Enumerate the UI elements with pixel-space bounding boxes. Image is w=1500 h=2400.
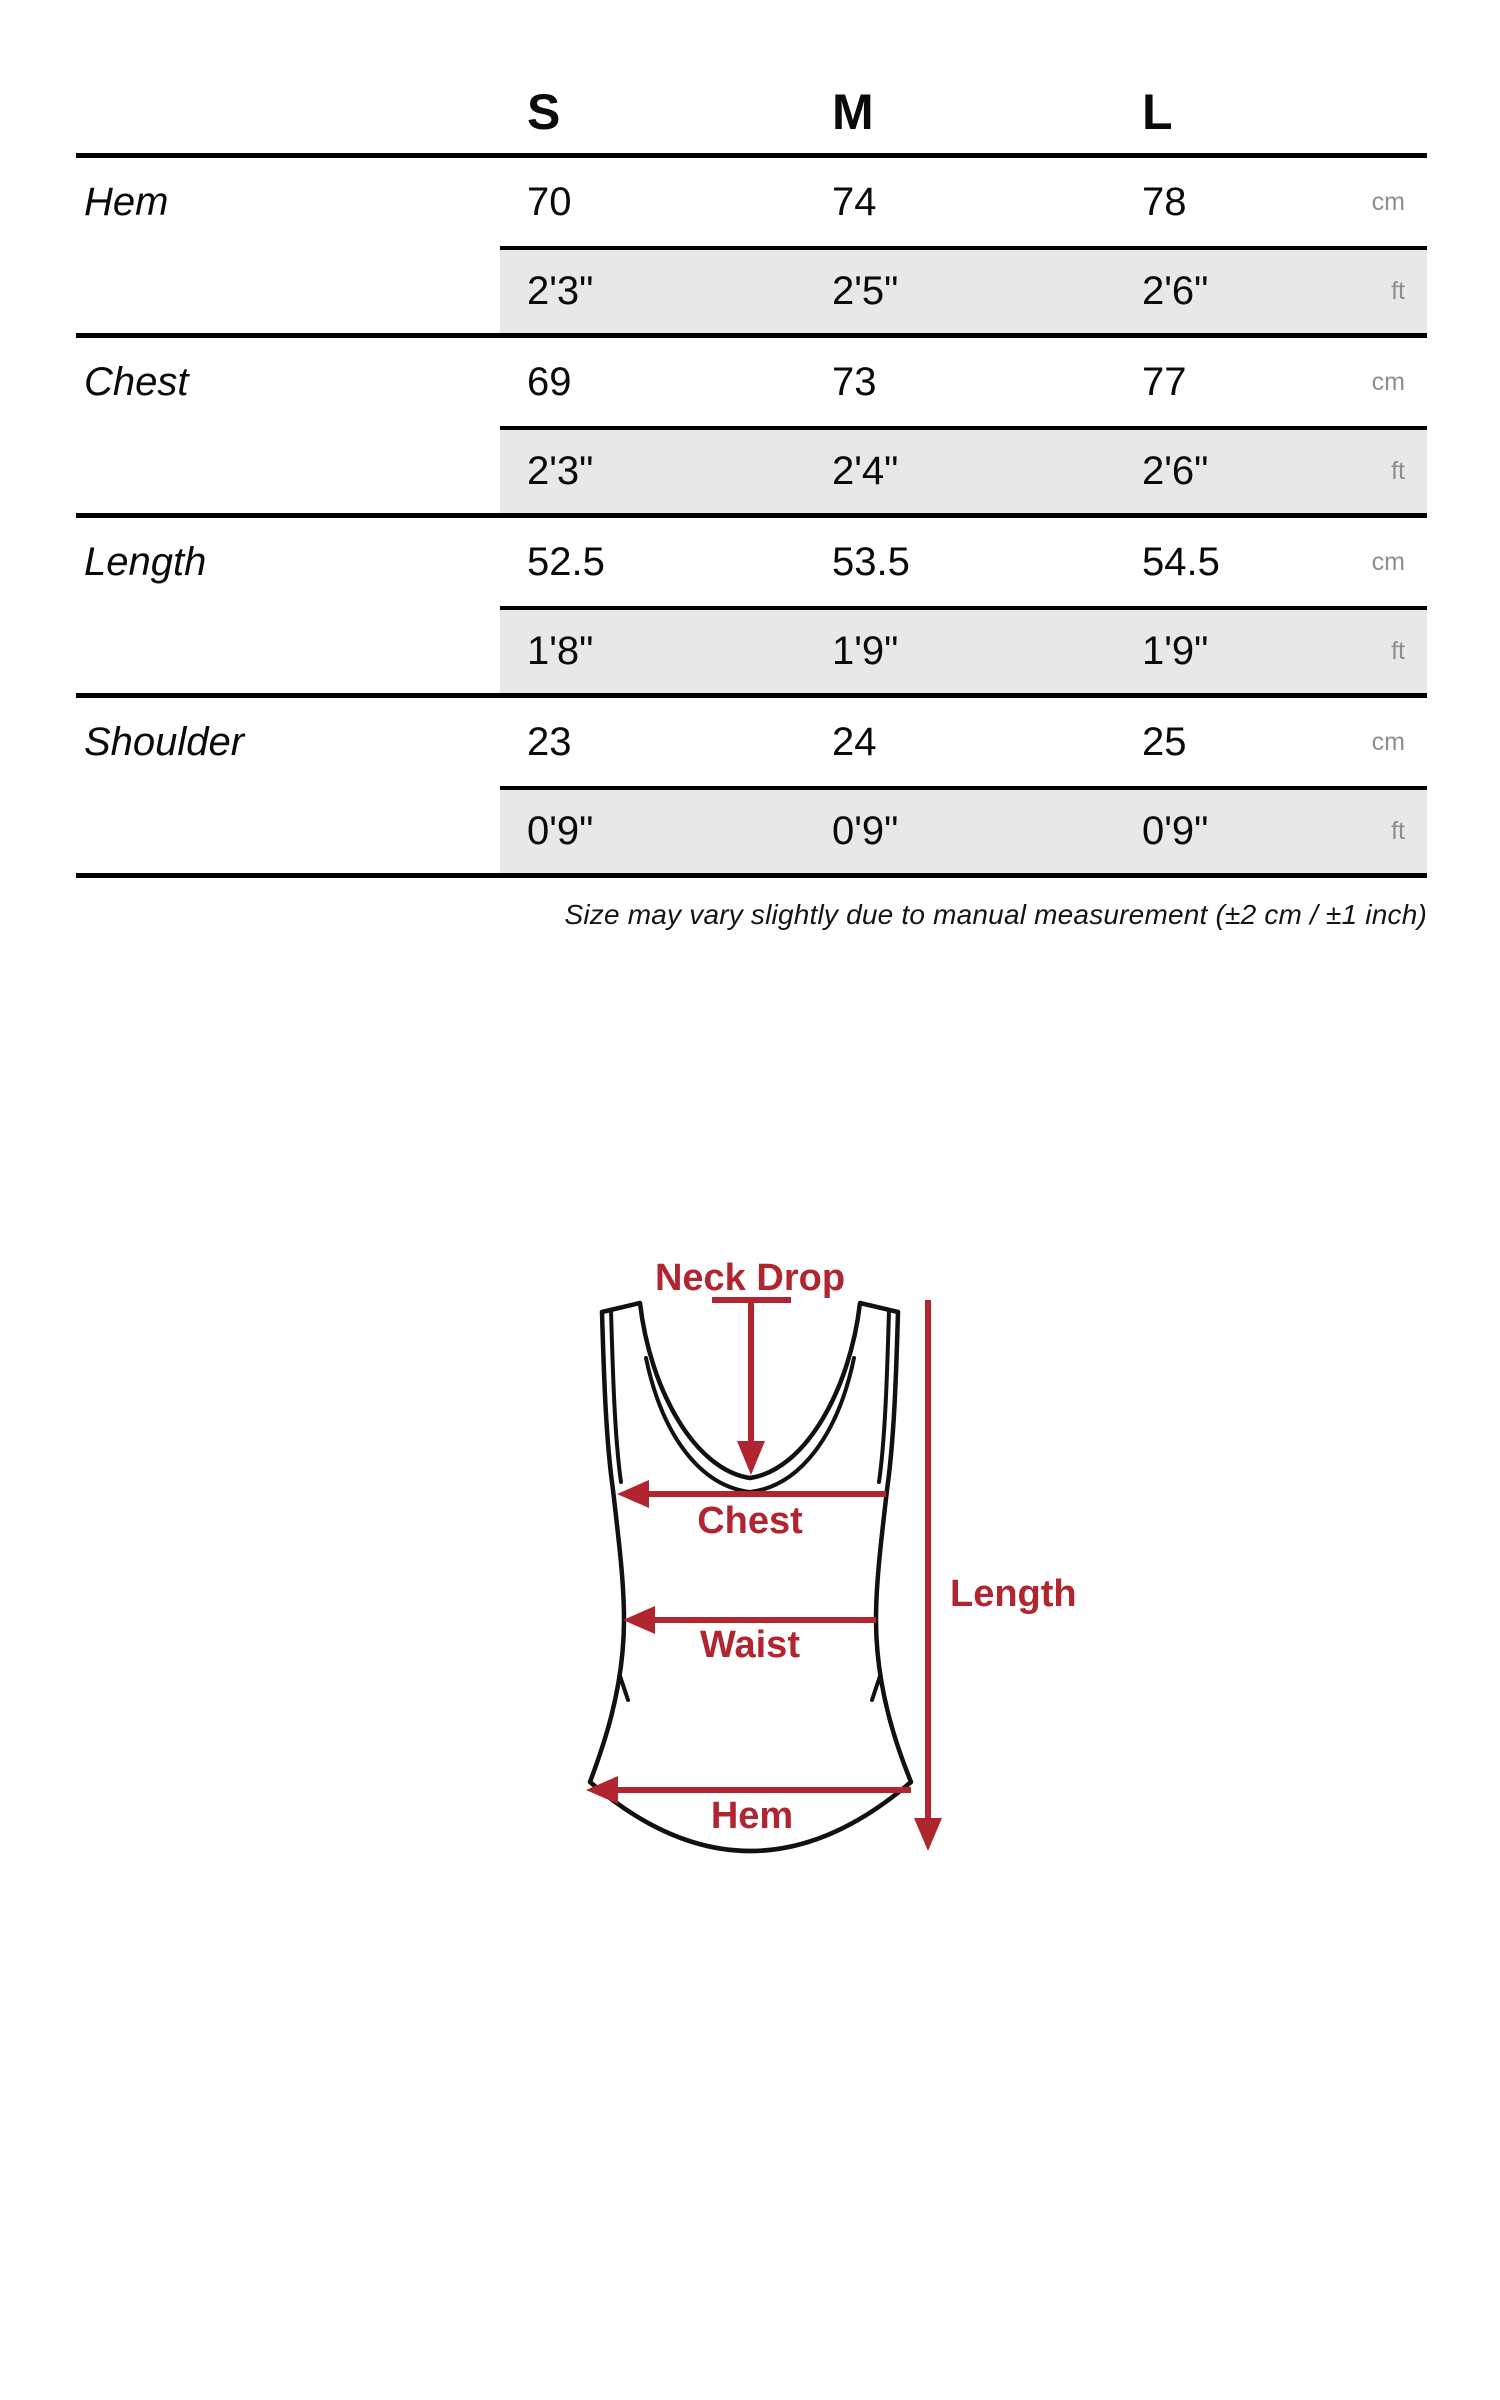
column-header-s: S <box>527 83 561 140</box>
header-unit-spacer <box>1334 70 1427 153</box>
cell-ft-m: 0'9" <box>805 786 1110 873</box>
unit-label-ft: ft <box>1334 426 1427 513</box>
size-table <box>76 70 1427 878</box>
measurement-disclaimer: Size may vary slightly due to manual measurement (±2 cm / ±1 inch) <box>564 899 1427 930</box>
cell-cm-m: 53.5 <box>832 539 910 584</box>
row-label: Chest <box>84 359 189 404</box>
row-label: Shoulder <box>84 719 245 764</box>
cell-ft-s: 0'9" <box>500 786 805 873</box>
cell-ft-l: 0'9" <box>1110 786 1334 873</box>
measurement-diagram <box>540 1230 1120 1910</box>
length-label: Length <box>950 1573 1077 1615</box>
unit-label-ft: ft <box>1334 786 1427 873</box>
table-row-chest <box>76 338 1427 518</box>
unit-label-ft: ft <box>1334 246 1427 333</box>
row-label: Length <box>84 539 207 584</box>
cell-cm-l: 25 <box>1142 719 1187 764</box>
cell-ft-l: 1'9" <box>1110 606 1334 693</box>
row-label: Hem <box>84 179 169 224</box>
cell-ft-s: 2'3" <box>500 426 805 513</box>
cell-cm-m: 24 <box>832 719 877 764</box>
size-table-header-row <box>76 70 1427 158</box>
table-row-shoulder <box>76 698 1427 878</box>
unit-label-cm: cm <box>1371 547 1405 576</box>
unit-label-cm: cm <box>1371 187 1405 216</box>
cell-ft-l: 2'6" <box>1110 246 1334 333</box>
neck-drop-label: Neck Drop <box>654 1257 846 1299</box>
cell-ft-s: 2'3" <box>500 246 805 333</box>
cell-ft-s: 1'8" <box>500 606 805 693</box>
header-spacer <box>76 70 500 153</box>
column-header-m: M <box>832 83 874 140</box>
cell-ft-m: 1'9" <box>805 606 1110 693</box>
unit-label-cm: cm <box>1371 367 1405 396</box>
cell-cm-l: 77 <box>1142 359 1187 404</box>
cell-cm-l: 78 <box>1142 179 1187 224</box>
cell-ft-m: 2'4" <box>805 426 1110 513</box>
cell-cm-s: 52.5 <box>527 539 605 584</box>
cell-cm-m: 73 <box>832 359 877 404</box>
length-arrowhead <box>914 1818 942 1851</box>
cell-cm-m: 74 <box>832 179 877 224</box>
table-row-length <box>76 518 1427 698</box>
unit-label-ft: ft <box>1334 606 1427 693</box>
chest-label: Chest <box>697 1500 803 1542</box>
waist-label: Waist <box>700 1624 800 1666</box>
cell-cm-s: 23 <box>527 719 572 764</box>
cell-ft-m: 2'5" <box>805 246 1110 333</box>
cell-cm-s: 69 <box>527 359 572 404</box>
hem-label: Hem <box>710 1795 794 1837</box>
column-header-l: L <box>1142 83 1173 140</box>
cell-ft-l: 2'6" <box>1110 426 1334 513</box>
table-row-hem <box>76 158 1427 338</box>
cell-cm-s: 70 <box>527 179 572 224</box>
neck-drop-arrowhead <box>737 1441 765 1475</box>
unit-label-cm: cm <box>1371 727 1405 756</box>
cell-cm-l: 54.5 <box>1142 539 1220 584</box>
